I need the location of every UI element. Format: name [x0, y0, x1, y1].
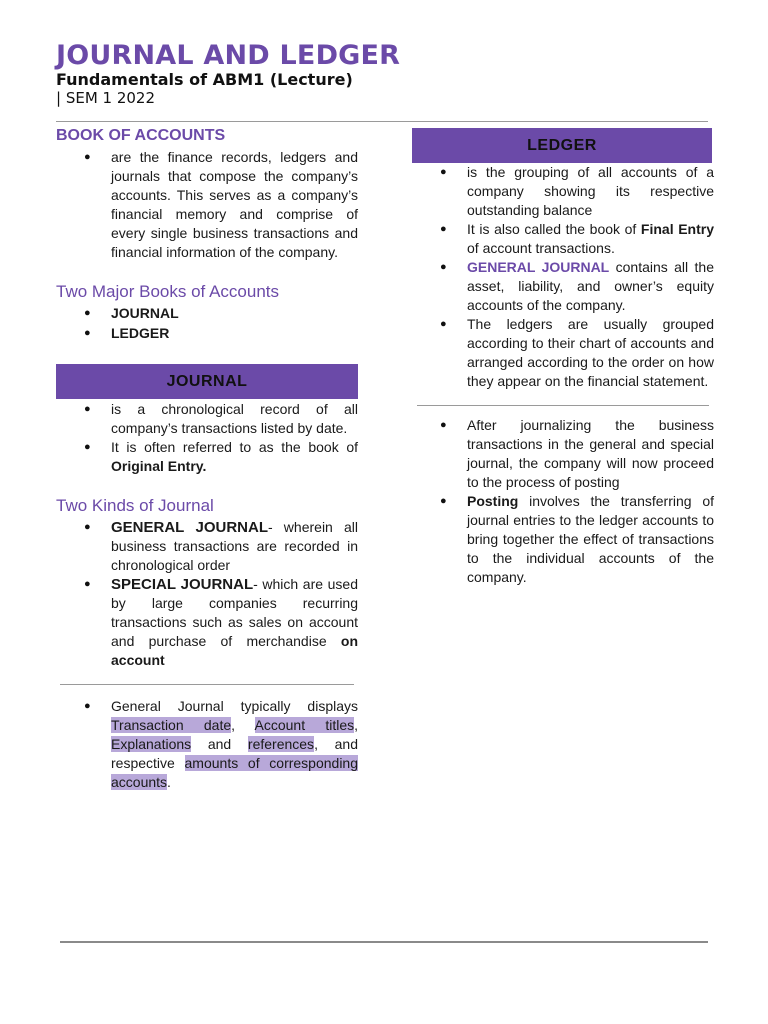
general-journal-term: GENERAL JOURNAL	[467, 259, 610, 275]
special-journal-term: SPECIAL JOURNAL	[111, 576, 254, 593]
highlight-amounts: amounts of corresponding accounts	[111, 755, 359, 790]
left-column	[56, 127, 358, 792]
highlight-transaction-date: Transaction date	[111, 717, 232, 733]
text: involves the transferring of journal entries to the ledger accounts to bring together the effect of transactions to the individual accounts of the company.	[467, 493, 714, 585]
text: contains all the asset, liability, and owner’s equity accounts of the company.	[467, 259, 714, 313]
final-entry-term: Final Entry	[640, 221, 714, 237]
text: .	[167, 774, 171, 790]
list-item: ● The ledgers are usually grouped according to their chart of accounts and arranged according to the order on how they appear on the financial statement.	[440, 315, 714, 391]
list-item: ● LEDGER	[84, 324, 358, 343]
semester-label: | SEM 1 2022	[56, 89, 156, 107]
list-item: ● is the grouping of all accounts of a company showing its respective outstanding balance	[440, 163, 714, 220]
two-major-books-list	[84, 304, 358, 343]
book-of-accounts-list	[84, 148, 358, 262]
highlight-explanations: Explanations	[111, 736, 192, 752]
text: ,	[231, 717, 255, 733]
text: of account transactions.	[467, 240, 615, 256]
on-account-term: on account	[111, 633, 358, 668]
list-item: ● After journalizing the business transactions in the general and special journal, the company will now proceed to the process of posting	[440, 416, 714, 492]
text: - which are used by large companies recurring transactions such as sales on account and purchase of merchandise	[111, 576, 358, 649]
general-journal-display-list	[84, 697, 358, 792]
journal-kinds-list	[84, 518, 358, 670]
text: - wherein all business transactions are recorded in chronological order	[111, 519, 358, 573]
ledger-list	[440, 163, 714, 391]
right-divider	[417, 405, 709, 406]
text: General Journal typically displays	[111, 698, 358, 714]
page-title: JOURNAL AND LEDGER	[56, 40, 401, 71]
highlight-account-titles: Account titles	[254, 717, 355, 733]
list-item: ● JOURNAL	[84, 304, 358, 323]
list-item	[84, 518, 358, 575]
posting-list	[440, 416, 714, 587]
list-item	[440, 492, 714, 587]
text: , and respective	[111, 736, 358, 771]
text: It is often referred to as the book of	[111, 439, 358, 455]
ledger-band: LEDGER	[412, 128, 712, 163]
journal-band: JOURNAL	[56, 364, 358, 399]
book-of-accounts-heading: BOOK OF ACCOUNTS	[56, 127, 226, 144]
posting-term: Posting	[467, 493, 519, 509]
list-item	[440, 220, 714, 258]
list-item: ● are the finance records, ledgers and journals that compose the company’s accounts. This serves as a company’s financial memory and comprise of every single business transactions and financial information of the company.	[84, 148, 358, 262]
header-divider	[56, 121, 708, 122]
list-item	[84, 438, 358, 476]
list-item: ● is a chronological record of all company’s transactions listed by date.	[84, 400, 358, 438]
two-major-books-heading: Two Major Books of Accounts	[56, 282, 279, 301]
page-subtitle: Fundamentals of ABM1 (Lecture)	[56, 70, 353, 89]
text: and	[191, 736, 248, 752]
list-item	[84, 697, 358, 792]
general-journal-term: GENERAL JOURNAL	[111, 519, 268, 536]
original-entry-term: Original Entry.	[111, 458, 207, 474]
two-kinds-heading: Two Kinds of Journal	[56, 496, 214, 515]
text: ,	[354, 717, 359, 733]
list-item	[84, 575, 358, 670]
journal-list	[84, 400, 358, 476]
footer-divider	[60, 941, 708, 943]
highlight-references: references	[247, 736, 315, 752]
left-divider	[60, 684, 354, 685]
text: It is also called the book of	[467, 221, 641, 237]
right-column	[412, 128, 714, 587]
list-item	[440, 258, 714, 315]
